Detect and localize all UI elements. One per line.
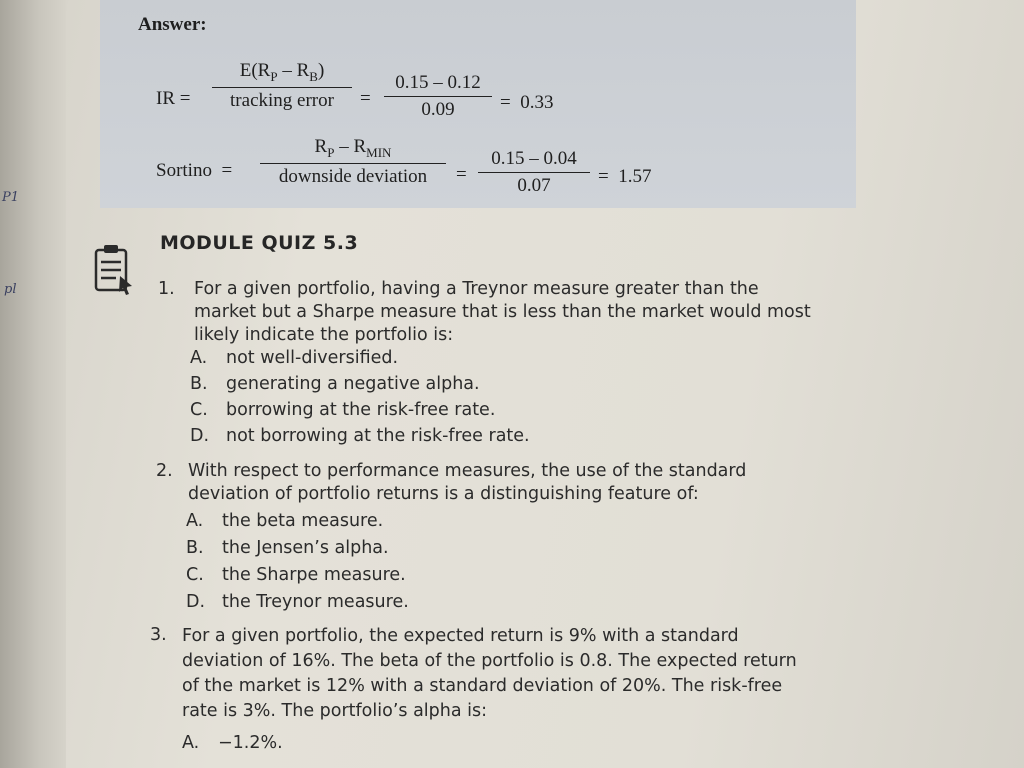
q2-option-d: D. the Treynor measure.	[186, 592, 409, 612]
sortino-equals-1: =	[456, 164, 467, 185]
margin-note-2: pl	[4, 282, 17, 297]
sortino-denominator: downside deviation	[278, 165, 428, 187]
q1-option-a: A. not well-diversified.	[190, 348, 399, 368]
q3-option-a: A. −1.2%.	[182, 733, 283, 753]
sortino-value-fraction: 0.15 – 0.04 0.07	[478, 148, 590, 197]
question-1-text: For a given portfolio, having a Treynor measure greater than the market but a Sharpe measure that is less than the market would most likely indicate the portfolio is:	[194, 279, 811, 345]
question-3-text: For a given portfolio, the expected return is 9% with a standard deviation of 16%. The beta of the portfolio is 0.8. The expected return of the market is 12% with a standard deviation of 20%. The risk-free rate is 3%. The portfolio’s alpha is:	[182, 626, 797, 721]
q2-option-b: B. the Jensen’s alpha.	[186, 538, 389, 558]
q1-option-b: B. generating a negative alpha.	[190, 374, 480, 394]
question-2-text: With respect to performance measures, the use of the standard deviation of portfolio returns is a distinguishing feature of:	[188, 461, 747, 504]
book-spine-shadow	[0, 0, 66, 768]
ir-equals-1: =	[360, 88, 371, 109]
ir-formula-fraction	[212, 60, 352, 112]
q2-option-c: C. the Sharpe measure.	[186, 565, 406, 585]
q2-option-a: A. the beta measure.	[186, 511, 384, 531]
sortino-formula-fraction	[260, 136, 446, 188]
ir-denominator: tracking error	[230, 89, 334, 111]
sortino-numerator: $R_P - R_{MIN}$	[314, 136, 392, 160]
ir-value-fraction: 0.15 – 0.12 0.09	[384, 72, 492, 121]
sortino-result: = 1.57	[598, 166, 652, 187]
ir-label: IR =	[156, 88, 191, 109]
q1-option-d: D. not borrowing at the risk-free rate.	[190, 426, 530, 446]
ir-numerator: $E(R_P - R_B)$	[239, 60, 325, 84]
q1-option-c: C. borrowing at the risk-free rate.	[190, 400, 496, 420]
margin-note-1: P1	[2, 190, 20, 205]
ir-result: = 0.33	[500, 92, 554, 113]
answer-title: Answer:	[138, 14, 207, 35]
clipboard-icon	[92, 242, 136, 298]
answer-box	[100, 0, 856, 208]
sortino-label: Sortino =	[156, 160, 233, 181]
module-quiz-title: MODULE QUIZ 5.3	[160, 232, 359, 254]
